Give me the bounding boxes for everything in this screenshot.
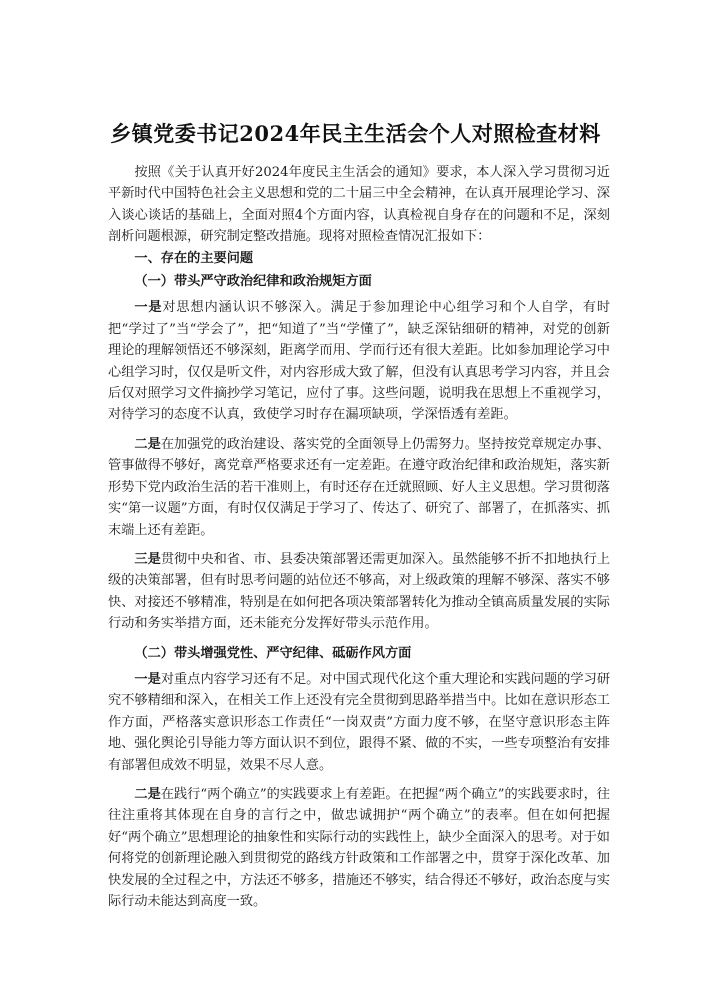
item-text: 对重点内容学习还有不足。对中国式现代化这个重大理论和实践问题的学习研究不够精细和深入，在相关工作上还没有完全贯彻到思路举措当中。比如在意识形态工作方面，严格落实意识形态工作责任“一岗双责”方面力度不够，在坚守意识形态主阵地、强化舆论引导能力等方面认识不到位，跟得不紧、做的不实，一些专项整治有安排有部署但成效不明显，效果不尽人意。	[108, 671, 611, 773]
item-lead: 三是	[134, 551, 161, 567]
item-lead: 一是	[134, 671, 161, 687]
paragraph-item-1	[108, 297, 610, 425]
paragraph-item-2	[108, 434, 610, 541]
paragraph-item-3	[108, 549, 610, 635]
subsection-heading-political-discipline: （一）带头严守政治纪律和政治规矩方面	[134, 274, 372, 290]
paragraph-item-2	[108, 784, 610, 912]
item-text: 贯彻中央和省、市、县委决策部署还需更加深入。虽然能够不折不扣地执行上级的决策部署，但有时思考问题的站位还不够高，对上级政策的理解不够深、落实不够快、对接还不够精准，特别是在如何把各项决策部署转化为推动全镇高质量发展的实际行动和务实举措方面，还未能充分发挥好带头示范作用。	[108, 551, 611, 632]
item-text: 在加强党的政治建设、落实党的全面领导上仍需努力。坚持按党章规定办事、管事做得不够好，离党章严格要求还有一定差距。在遵守政治纪律和政治规矩，落实新形势下党内政治生活的若干准则上，有时还存在迁就照顾、好人主义思想。学习贯彻落实“第一议题”方面，有时仅仅满足于学习了、传达了、研究了、部署了，在抓落实、抓末端上还有差距。	[108, 436, 611, 538]
paragraph-item-1	[108, 669, 610, 776]
section-heading-problems: 一、存在的主要问题	[134, 250, 254, 266]
item-lead: 二是	[134, 786, 161, 802]
subsection-heading-party-spirit: （二）带头增强党性、严守纪律、砥砺作风方面	[134, 645, 412, 661]
item-text: 对思想内涵认识不够深入。满足于参加理论中心组学习和个人自学，有时把“学过了”当“学会了”，把“知道了”当“学懂了”，缺乏深钻细研的精神，对党的创新理论的理解领悟还不够深刻，距离学而用、学而行还有很大差距。比如参加理论学习中心组学习时，仅仅是听文件，对内容形成大致了解，但没有认真思考学习内容，并且会后仅对照学习文件摘抄学习笔记，应付了事。这些问题，说明我在思想上不重视学习，对待学习的态度不认真，致使学习时存在漏项缺项，学深悟透有差距。	[108, 300, 611, 423]
document-title: 乡镇党委书记2024年民主生活会个人对照检查材料	[110, 121, 601, 146]
item-lead: 二是	[134, 436, 161, 452]
item-text: 在践行“两个确立”的实践要求上有差距。在把握“两个确立”的实践要求时，往往注重将其体现在自身的言行之中，做忠诚拥护“两个确立”的表率。但在如何把握好“两个确立”思想理论的抽象性和实际行动的实践性上，缺少全面深入的思考。对于如何将党的创新理论融入到贯彻党的路线方针政策和工作部署之中，贯穿于深化改革、加快发展的全过程之中，方法还不够多，措施还不够实，结合得还不够好，政治态度与实际行动未能达到高度一致。	[108, 786, 610, 909]
document-body	[108, 162, 610, 912]
item-lead: 一是	[134, 300, 163, 316]
intro-paragraph: 按照《关于认真开好2024年度民主生活会的通知》要求，本人深入学习贯彻习近平新时代中国特色社会主义思想和党的二十届三中全会精神，在认真开展理论学习、深入谈心谈话的基础上，全面对照4个方面内容，认真检视自身存在的问题和不足，深刻剖析问题根源，研究制定整改措施。现将对照检查情况汇报如下：	[108, 165, 610, 245]
